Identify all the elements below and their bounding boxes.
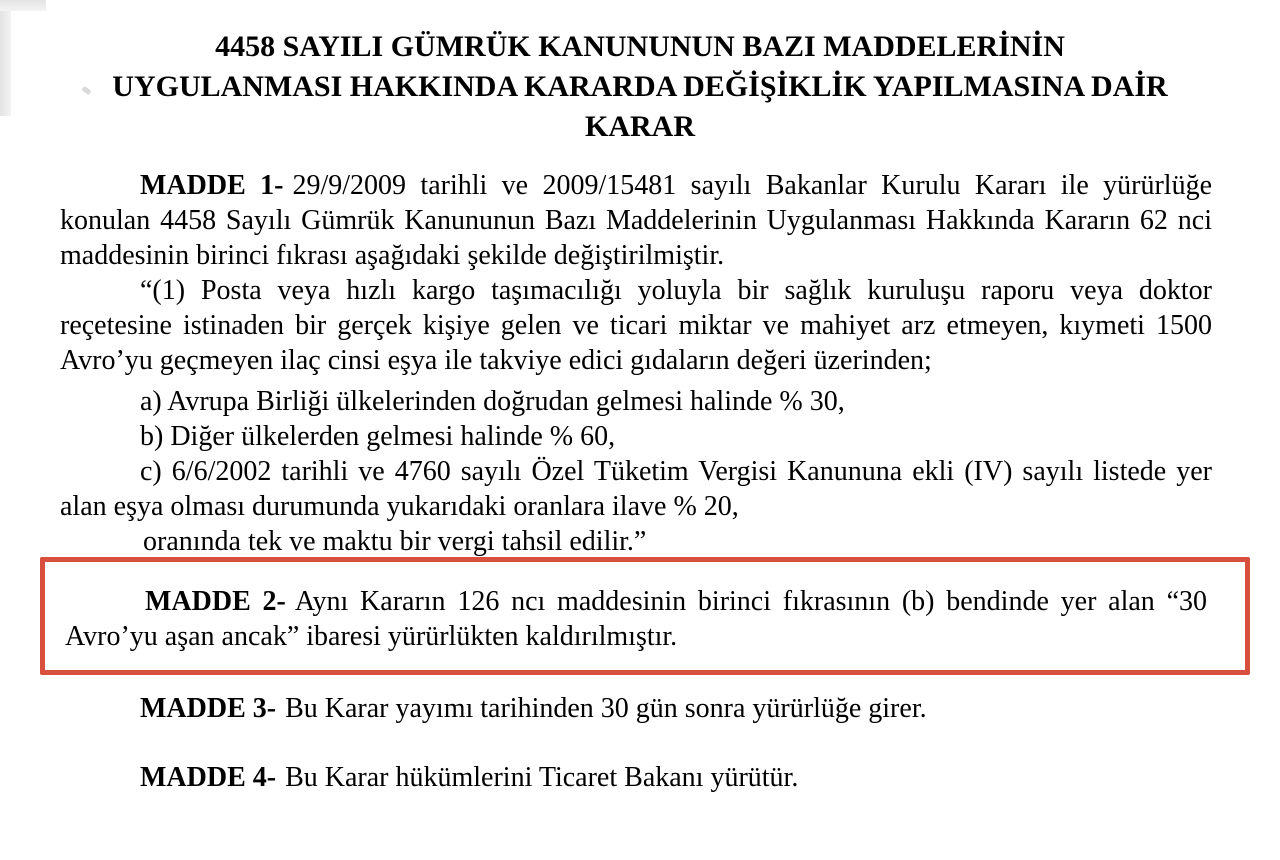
article-4-text: Bu Karar hükümlerini Ticaret Bakanı yürütür. bbox=[285, 762, 799, 793]
scan-artifact-top-edge bbox=[0, 0, 46, 11]
article-3-text: Bu Karar yayımı tarihinden 30 gün sonra yürürlüğe girer. bbox=[285, 693, 927, 724]
article-3-label: MADDE 3- bbox=[140, 693, 277, 724]
sub-item-b: b) Diğer ülkelerden gelmesi halinde % 60, bbox=[140, 421, 616, 452]
article-4-paragraph bbox=[60, 760, 1212, 795]
sub-item-c: c) 6/6/2002 tarihli ve 4760 sayılı Özel Tüketim Vergisi Kanununa ekli (IV) sayılı listede yer alan eşya olması durumunda yukarıdaki oranlara ilave % 20, bbox=[60, 456, 1212, 522]
decree-title-line-3: KARAR bbox=[585, 110, 695, 143]
article-1-label: MADDE 1- bbox=[140, 170, 284, 201]
article-1-text: 29/9/2009 tarihli ve 2009/15481 sayılı Bakanlar Kurulu Kararı ile yürürlüğe konulan 4458 Sayılı Gümrük Kanununun Bazı Maddelerinin Uygulanması Hakkında Kararın 62 nci maddesinin birinci fıkrası aşağıdaki şekilde değiştirilmiştir. bbox=[60, 170, 1213, 271]
article-1-paragraph bbox=[60, 168, 1212, 273]
highlight-box bbox=[40, 557, 1250, 675]
decree-title bbox=[50, 27, 1230, 147]
decree-title-line-1: 4458 SAYILI GÜMRÜK KANUNUNUN BAZI MADDELERİNİN bbox=[215, 30, 1065, 63]
article-2-text: Aynı Kararın 126 ncı maddesinin birinci fıkrasının (b) bendinde yer alan “30 Avro’yu aşan ancak” ibaresi yürürlükten kaldırılmıştır. bbox=[65, 586, 1207, 652]
quoted-clause-intro: “(1) Posta veya hızlı kargo taşımacılığı yoluyla bir sağlık kuruluşu raporu veya doktor reçetesine istinaden bir gerçek kişiye gelen ve ticari miktar ve mahiyet arz etmeyen, kıymeti 1500 Avro’yu geçmeyen ilaç cinsi eşya ile takviye edici gıdaların değeri üzerinden; bbox=[60, 275, 1212, 376]
decree-title-line-2: UYGULANMASI HAKKINDA KARARDA DEĞİŞİKLİK YAPILMASINA DAİR bbox=[112, 70, 1168, 103]
quoted-clause-closing: oranında tek ve maktu bir vergi tahsil edilir.” bbox=[143, 526, 647, 557]
scan-artifact-left-edge bbox=[0, 0, 11, 116]
decree-body bbox=[60, 168, 1212, 795]
article-2-label: MADDE 2- bbox=[145, 586, 286, 617]
article-4-label: MADDE 4- bbox=[140, 762, 277, 793]
article-2-paragraph bbox=[65, 584, 1207, 654]
article-3-paragraph bbox=[60, 691, 1212, 726]
sub-item-a: a) Avrupa Birliği ülkelerinden doğrudan gelmesi halinde % 30, bbox=[140, 386, 845, 417]
